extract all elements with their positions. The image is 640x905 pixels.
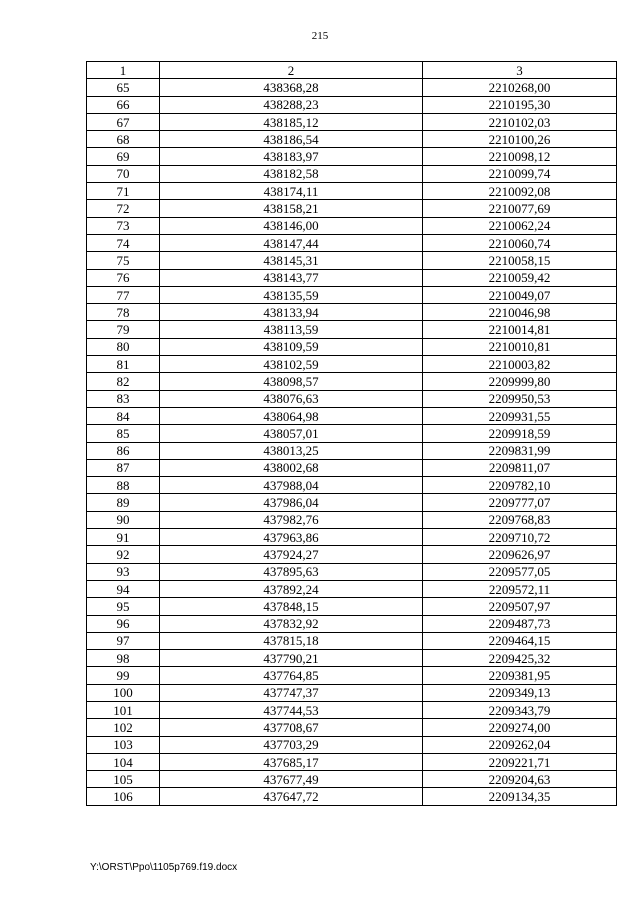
cell-point-number: 85	[87, 425, 160, 442]
cell-y-coordinate: 2210092,08	[423, 183, 617, 200]
table-row	[87, 753, 617, 770]
cell-y-coordinate: 2210049,07	[423, 286, 617, 303]
cell-x-coordinate: 438186,54	[160, 131, 423, 148]
cell-y-coordinate: 2210010,81	[423, 338, 617, 355]
cell-y-coordinate: 2209931,55	[423, 407, 617, 424]
cell-x-coordinate: 438143,77	[160, 269, 423, 286]
cell-y-coordinate: 2209274,00	[423, 719, 617, 736]
cell-point-number: 66	[87, 96, 160, 113]
cell-point-number: 103	[87, 736, 160, 753]
table-row	[87, 546, 617, 563]
cell-x-coordinate: 437986,04	[160, 494, 423, 511]
cell-x-coordinate: 438098,57	[160, 373, 423, 390]
table-row	[87, 425, 617, 442]
table-row	[87, 217, 617, 234]
table-row	[87, 459, 617, 476]
cell-y-coordinate: 2209572,11	[423, 580, 617, 597]
cell-y-coordinate: 2209811,07	[423, 459, 617, 476]
footer-file-path: Y:\ORST\Ppo\1105p769.f19.docx	[90, 862, 238, 873]
cell-x-coordinate: 438183,97	[160, 148, 423, 165]
cell-point-number: 75	[87, 252, 160, 269]
cell-y-coordinate: 2209381,95	[423, 667, 617, 684]
cell-point-number: 106	[87, 788, 160, 805]
table-row	[87, 96, 617, 113]
cell-x-coordinate: 438145,31	[160, 252, 423, 269]
cell-x-coordinate: 437685,17	[160, 753, 423, 770]
cell-x-coordinate: 438109,59	[160, 338, 423, 355]
cell-x-coordinate: 438064,98	[160, 407, 423, 424]
cell-y-coordinate: 2209487,73	[423, 615, 617, 632]
cell-y-coordinate: 2209507,97	[423, 598, 617, 615]
table-row	[87, 356, 617, 373]
cell-y-coordinate: 2209626,97	[423, 546, 617, 563]
cell-x-coordinate: 437708,67	[160, 719, 423, 736]
cell-x-coordinate: 438113,59	[160, 321, 423, 338]
cell-y-coordinate: 2209999,80	[423, 373, 617, 390]
cell-x-coordinate: 437647,72	[160, 788, 423, 805]
cell-x-coordinate: 438076,63	[160, 390, 423, 407]
cell-y-coordinate: 2209349,13	[423, 684, 617, 701]
cell-x-coordinate: 437677,49	[160, 771, 423, 788]
table-row	[87, 684, 617, 701]
table-row	[87, 131, 617, 148]
page-number: 215	[311, 30, 329, 42]
cell-point-number: 94	[87, 580, 160, 597]
table-row	[87, 650, 617, 667]
cell-point-number: 69	[87, 148, 160, 165]
cell-point-number: 97	[87, 632, 160, 649]
table-row	[87, 598, 617, 615]
table-row	[87, 477, 617, 494]
cell-y-coordinate: 2209204,63	[423, 771, 617, 788]
cell-x-coordinate: 438185,12	[160, 113, 423, 130]
cell-x-coordinate: 437703,29	[160, 736, 423, 753]
cell-x-coordinate: 437747,37	[160, 684, 423, 701]
cell-point-number: 82	[87, 373, 160, 390]
cell-x-coordinate: 438002,68	[160, 459, 423, 476]
cell-x-coordinate: 437832,92	[160, 615, 423, 632]
cell-point-number: 90	[87, 511, 160, 528]
table-row	[87, 79, 617, 96]
cell-point-number: 83	[87, 390, 160, 407]
cell-y-coordinate: 2210077,69	[423, 200, 617, 217]
cell-x-coordinate: 437963,86	[160, 529, 423, 546]
cell-y-coordinate: 2210062,24	[423, 217, 617, 234]
cell-x-coordinate: 437988,04	[160, 477, 423, 494]
cell-y-coordinate: 2209777,07	[423, 494, 617, 511]
cell-point-number: 99	[87, 667, 160, 684]
table-row	[87, 788, 617, 805]
cell-point-number: 78	[87, 304, 160, 321]
cell-point-number: 92	[87, 546, 160, 563]
cell-point-number: 81	[87, 356, 160, 373]
cell-point-number: 79	[87, 321, 160, 338]
cell-point-number: 96	[87, 615, 160, 632]
cell-point-number: 104	[87, 753, 160, 770]
cell-x-coordinate: 438368,28	[160, 79, 423, 96]
cell-y-coordinate: 2209343,79	[423, 701, 617, 718]
cell-y-coordinate: 2209221,71	[423, 753, 617, 770]
table-row	[87, 200, 617, 217]
table-row	[87, 234, 617, 251]
cell-x-coordinate: 438147,44	[160, 234, 423, 251]
table-row	[87, 719, 617, 736]
table-row	[87, 407, 617, 424]
table-body	[87, 79, 617, 805]
cell-point-number: 71	[87, 183, 160, 200]
cell-x-coordinate: 438158,21	[160, 200, 423, 217]
coordinates-table	[86, 61, 617, 806]
header-cell-x: 2	[160, 62, 423, 79]
cell-point-number: 88	[87, 477, 160, 494]
cell-point-number: 77	[87, 286, 160, 303]
cell-y-coordinate: 2209262,04	[423, 736, 617, 753]
cell-point-number: 91	[87, 529, 160, 546]
cell-y-coordinate: 2210099,74	[423, 165, 617, 182]
table-row	[87, 148, 617, 165]
cell-y-coordinate: 2209425,32	[423, 650, 617, 667]
cell-x-coordinate: 437982,76	[160, 511, 423, 528]
cell-y-coordinate: 2210014,81	[423, 321, 617, 338]
cell-point-number: 72	[87, 200, 160, 217]
table-row	[87, 632, 617, 649]
table-row	[87, 252, 617, 269]
cell-y-coordinate: 2210195,30	[423, 96, 617, 113]
cell-point-number: 73	[87, 217, 160, 234]
cell-y-coordinate: 2210046,98	[423, 304, 617, 321]
header-cell-y: 3	[423, 62, 617, 79]
cell-x-coordinate: 437895,63	[160, 563, 423, 580]
table-row	[87, 373, 617, 390]
cell-point-number: 102	[87, 719, 160, 736]
cell-point-number: 105	[87, 771, 160, 788]
cell-y-coordinate: 2210098,12	[423, 148, 617, 165]
table-row	[87, 701, 617, 718]
cell-x-coordinate: 438135,59	[160, 286, 423, 303]
cell-x-coordinate: 437892,24	[160, 580, 423, 597]
cell-x-coordinate: 438013,25	[160, 442, 423, 459]
cell-x-coordinate: 438174,11	[160, 183, 423, 200]
cell-point-number: 76	[87, 269, 160, 286]
cell-y-coordinate: 2210060,74	[423, 234, 617, 251]
table-row	[87, 321, 617, 338]
cell-point-number: 80	[87, 338, 160, 355]
cell-y-coordinate: 2210059,42	[423, 269, 617, 286]
table-header-row	[87, 62, 617, 79]
cell-point-number: 86	[87, 442, 160, 459]
header-cell-point: 1	[87, 62, 160, 79]
table-row	[87, 615, 617, 632]
cell-point-number: 89	[87, 494, 160, 511]
cell-y-coordinate: 2209134,35	[423, 788, 617, 805]
table-row	[87, 390, 617, 407]
cell-x-coordinate: 437744,53	[160, 701, 423, 718]
cell-x-coordinate: 438057,01	[160, 425, 423, 442]
cell-x-coordinate: 438102,59	[160, 356, 423, 373]
cell-y-coordinate: 2209577,05	[423, 563, 617, 580]
cell-x-coordinate: 438133,94	[160, 304, 423, 321]
cell-x-coordinate: 438182,58	[160, 165, 423, 182]
cell-x-coordinate: 437848,15	[160, 598, 423, 615]
cell-point-number: 100	[87, 684, 160, 701]
cell-x-coordinate: 437815,18	[160, 632, 423, 649]
table-row	[87, 580, 617, 597]
table-row	[87, 563, 617, 580]
cell-y-coordinate: 2209950,53	[423, 390, 617, 407]
table-row	[87, 529, 617, 546]
table-row	[87, 338, 617, 355]
cell-point-number: 67	[87, 113, 160, 130]
table-row	[87, 771, 617, 788]
cell-point-number: 87	[87, 459, 160, 476]
cell-y-coordinate: 2210268,00	[423, 79, 617, 96]
cell-x-coordinate: 437764,85	[160, 667, 423, 684]
table-row	[87, 304, 617, 321]
table-row	[87, 442, 617, 459]
cell-y-coordinate: 2209464,15	[423, 632, 617, 649]
table-row	[87, 269, 617, 286]
cell-x-coordinate: 438288,23	[160, 96, 423, 113]
cell-y-coordinate: 2209782,10	[423, 477, 617, 494]
cell-point-number: 101	[87, 701, 160, 718]
table-row	[87, 667, 617, 684]
cell-point-number: 65	[87, 79, 160, 96]
cell-y-coordinate: 2209918,59	[423, 425, 617, 442]
table-row	[87, 511, 617, 528]
cell-y-coordinate: 2210003,82	[423, 356, 617, 373]
cell-y-coordinate: 2209831,99	[423, 442, 617, 459]
cell-y-coordinate: 2210058,15	[423, 252, 617, 269]
cell-point-number: 68	[87, 131, 160, 148]
cell-y-coordinate: 2210100,26	[423, 131, 617, 148]
cell-x-coordinate: 438146,00	[160, 217, 423, 234]
cell-x-coordinate: 437924,27	[160, 546, 423, 563]
cell-point-number: 95	[87, 598, 160, 615]
cell-y-coordinate: 2209710,72	[423, 529, 617, 546]
cell-x-coordinate: 437790,21	[160, 650, 423, 667]
table-row	[87, 113, 617, 130]
table-row	[87, 165, 617, 182]
cell-y-coordinate: 2209768,83	[423, 511, 617, 528]
table-row	[87, 286, 617, 303]
cell-point-number: 98	[87, 650, 160, 667]
cell-y-coordinate: 2210102,03	[423, 113, 617, 130]
table-row	[87, 494, 617, 511]
cell-point-number: 70	[87, 165, 160, 182]
table-row	[87, 736, 617, 753]
cell-point-number: 84	[87, 407, 160, 424]
cell-point-number: 74	[87, 234, 160, 251]
cell-point-number: 93	[87, 563, 160, 580]
table-row	[87, 183, 617, 200]
